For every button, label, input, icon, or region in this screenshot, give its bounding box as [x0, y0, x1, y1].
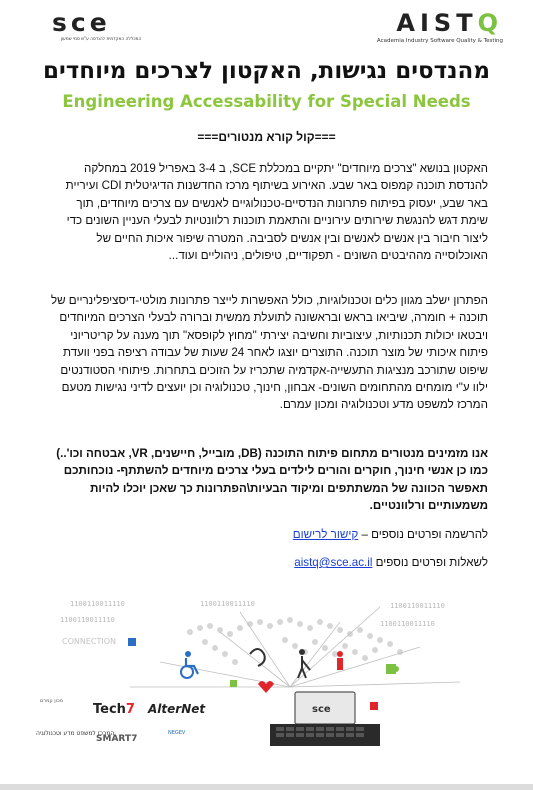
hebrew-title: מהנדסים נגישות, האקטון לצרכים מיוחדים	[43, 58, 490, 84]
registration-line	[48, 528, 488, 541]
sce-logo	[52, 8, 150, 52]
amram-logo: מכון עמרם	[40, 698, 64, 704]
email-link[interactable]: aistq@sce.ac.il	[294, 556, 373, 569]
sce-logo-subtitle: המכללה האקדמית להנדסה ע"ש סמי שמעון	[60, 37, 142, 42]
invitation-paragraph: אנו מזמינים מנטורים מתחום פיתוח התוכנה (DB, מובייל, חיישנים, VR, אבטחה וכו'..) כמו כן אנשי חינוך, חוקרים והורים לילדים בעלי צרכים מיוחדים להשתתף- נוכחותכם תאפשר הכוונה של המשתתפים ומיקוד הבעיות\הפתרונות כך שאכן יוכלו להיות משמעותיים ורלוונטיים.	[56, 447, 488, 513]
binary-text: 1100110011110	[380, 620, 435, 628]
call-for-mentors-heading: ===קול קורא מנטורים===	[197, 130, 336, 144]
questions-line	[48, 556, 488, 569]
aistq-logo-text: AISTQ	[396, 9, 503, 37]
binary-text: 1100110011110	[70, 600, 125, 608]
aistq-logo	[358, 10, 503, 50]
connection-text: CONNECTION	[62, 637, 117, 646]
wheelchair-icon	[181, 651, 198, 678]
questions-text: לשאלות ופרטים נוספים	[375, 556, 488, 569]
sce-logo-text: sce	[52, 8, 111, 37]
puzzle-icon	[386, 664, 399, 674]
intro-paragraph: האקטון בנושא "צרכים מיוחדים" יתקיים במכללת SCE, ב 3-4 באפריל 2019 במחלקה להנדסת תוכנה קמפוס באר שבע. האירוע בשיתוף מרכז החדשנות הדיגיטלית CDI ועיריית באר שבע, יעסוק בפיתוח פתרונות הנדסיים-טכנולוגיים לאנשים עם צרכים מיוחדים, תוך שימת דגש להנגשת שירותים עירוניים והתאמת תוכנות רלוונטיות לבעלי העניין השונים כדי ליצור חיבור בין אנשים לאנשים ובין אנשים לסביבה. המטרה שיפור איכות החיים של האוכלוסייה מההיבטים השונים - תפקודיים, טיפולים, ניהוליים ועוד...	[65, 162, 488, 263]
partner-logos	[28, 690, 218, 760]
binary-text: 1100110011110	[60, 616, 115, 624]
world-map-dots	[187, 617, 403, 665]
solution-paragraph: הפתרון ישלב מגוון כלים וטכנולוגיות, כולל האפשרות לייצר פתרונות מולטי-דיסציפלינריים של תוכנה + חומרה, שיביאו בראש ובראשונה לתועלת ממשית וברורה לבעלי הצרכים המיוחדים ויבטאו יכולות תכנותיות, עיצוביות וחשיבה יצירתי "מחוץ לקופסא" תוך מענה על קריטריוני פיתוח איכותי של מוצר תוכנה. התוצרים יוצגו לאחר 24 שעות של עבודה רציפה בפני וועדת שיפוט שתורכב מנציגות התעשייה-אקדמיה שתכריז על הזוכים בתחרות. פיתוחי הסטודנטים ילוו ע"י מומחים מהתחומים השונים- אבחון, חינוך, טכנולוגיה וכן יועצים לדיני נגישות מטעם המרכז למשפט מדע וטכנולוגיה ומכון עמרם.	[50, 294, 488, 412]
bottom-bar	[0, 784, 533, 790]
binary-text: 1100110011110	[390, 602, 445, 610]
aistq-logo-subtitle: Academia Industry Software Quality & Testing	[376, 38, 503, 44]
tech7-logo: Tech7	[93, 702, 135, 717]
person-icon	[337, 651, 343, 670]
law-tech-center-logo: המרכז למשפט מדע וטכנולוגיה	[36, 730, 115, 737]
laptop-logo-text: sce	[312, 704, 331, 715]
english-title: Engineering Accessability for Special Needs	[62, 92, 471, 111]
registration-text: להרשמה ופרטים נוספים –	[361, 528, 488, 541]
alternet-logo: AlterNet	[148, 702, 206, 716]
laptop-icon	[270, 692, 380, 746]
smart7-logo: SMART7	[96, 734, 138, 744]
registration-link[interactable]: קישור לרישום	[292, 528, 359, 541]
binary-text: 1100110011110	[200, 600, 255, 608]
cdi-negev-logo: NEGEV	[168, 730, 186, 736]
